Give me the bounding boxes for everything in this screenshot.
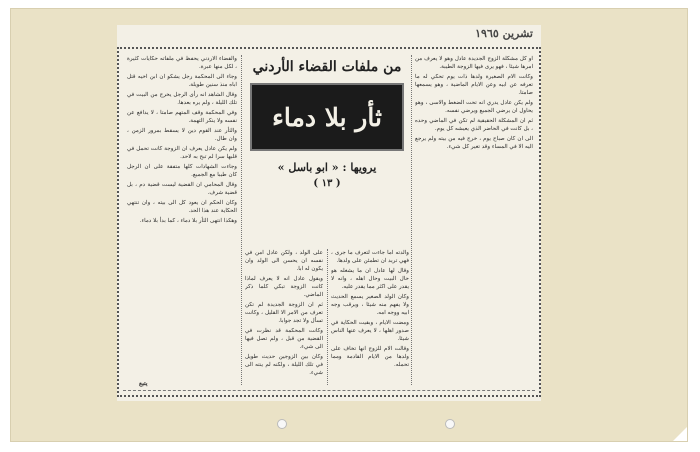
paragraph: وقالت الام للزوج انها تخاف على ولدها من الايام القادمة ومما تحمله. bbox=[331, 346, 409, 368]
paragraph: وقال الشاهد انه رأى الرجل يخرج من البيت في تلك الليلة ، ولم يره بعدها. bbox=[127, 92, 237, 106]
paragraph: وفي المحكمة وقف المتهم صامتا ، لا يدافع عن نفسه ولا ينكر التهمة. bbox=[127, 110, 237, 124]
torn-corner bbox=[673, 427, 687, 441]
paragraph: وجاءت الشهادات كلها متفقة على ان الرجل كان طيبا مع الجميع. bbox=[127, 164, 237, 178]
paragraph: على الولد ، ولكن عادل امن في نفسه ان يحسن الى الولد وان يكون له ابا. bbox=[245, 250, 323, 272]
article-column bbox=[127, 55, 237, 385]
paragraph: وكان الولد الصغير يسمع الحديث ولا يفهم منه شيئا ، ويرقب وجه ابيه ووجه امه. bbox=[331, 294, 409, 316]
title-block bbox=[245, 55, 409, 245]
paragraph: الى ان كان صباح يوم ، خرج فيه من بيته ولم يرجع اليه الا في المساء وقد تغير كل شيء. bbox=[415, 136, 533, 150]
column-rule bbox=[241, 55, 242, 385]
series-kicker: من ملفات القضاء الأردني bbox=[252, 59, 402, 75]
paragraph: ثم ان المشكلة الحقيقية لم تكن في الماضي وحده ، بل كانت في الحاضر الذي يعيشه كل يوم. bbox=[415, 118, 533, 132]
paragraph: ولم يكن عادل يعرف ان الزوجة كانت تحمل في قلبها سرا لم تبح به لاحد. bbox=[127, 146, 237, 160]
paragraph: ثم ان الزوجة الجديدة لم تكن تعرف من الامر الا القليل ، وكانت تسأل ولا تجد جوابا. bbox=[245, 302, 323, 324]
paragraph: ويقول عادل انه لا يعرف لماذا كانت الزوجة تبكي كلما ذكر الماضي. bbox=[245, 276, 323, 298]
paragraph: وجاء الى المحكمة رجل يشكو ان ابن اخيه قتل اباه منذ سنين طويلة. bbox=[127, 74, 237, 88]
paragraph: ومضت الايام ، وبقيت الحكاية في صدور اهلها ، لا يعرف عنها الناس شيئا. bbox=[331, 320, 409, 342]
clipping-header: تشرين ١٩٦٥ bbox=[475, 27, 533, 40]
paragraph: او كل مشكلة الزوج الجديدة عادل وهو لا يعرف من امرها شيئا ، فهو يرى فيها الزوجة الطيبة. bbox=[415, 56, 533, 70]
headline: ثأر بلا دماء bbox=[272, 102, 382, 132]
column-rule bbox=[327, 249, 328, 385]
paragraph: وهكذا انتهى الثأر بلا دماء ، كما بدأ بلا دماء. bbox=[139, 218, 237, 224]
bottom-rule bbox=[123, 390, 535, 391]
column-rule bbox=[411, 55, 412, 385]
byline: يرويها : « ابو باسل » bbox=[277, 161, 377, 174]
article-column bbox=[245, 249, 323, 385]
punch-hole bbox=[277, 419, 287, 429]
episode-number: ( ١٣ ) bbox=[313, 178, 341, 189]
punch-hole bbox=[445, 419, 455, 429]
archive-sheet bbox=[10, 8, 688, 442]
headline-box bbox=[250, 83, 404, 151]
continued-mark: يتبع bbox=[139, 380, 148, 387]
paragraph: وكانت الام الصغيرة ولدها ذات يوم تحكي له ما تعرفه عن ابيه وعن الايام الماضية ، وهو يسمعها صامتا. bbox=[415, 74, 533, 96]
article-column bbox=[331, 249, 409, 385]
article-column bbox=[415, 55, 533, 385]
paragraph: ولم يكن عادل يدري انه تحت الضغط والاسى ، وهو يحاول ان يرضي الجميع ويرضي نفسه. bbox=[415, 100, 533, 114]
newspaper-clipping bbox=[117, 25, 541, 401]
paragraph: وكانت المحكمة قد نظرت في القضية من قبل ، ولم تصل فيها الى شيء. bbox=[245, 328, 323, 350]
paragraph: وكان بين الزوجين حديث طويل في تلك الليلة ، ولكنه لم ينته الى شيء. bbox=[245, 354, 323, 376]
paragraph: والثأر عند القوم دين لا يسقط بمرور الزمن ، وان طال. bbox=[127, 128, 237, 142]
article-frame bbox=[117, 47, 541, 397]
paragraph: وقال المحامي ان القضية ليست قضية دم ، بل قضية شرف. bbox=[127, 182, 237, 196]
paragraph: وقال لها عادل ان ما يشغله هو حال البيت وحال اهله ، وانه لا يقدر على اكثر مما يقدر عليه. bbox=[331, 268, 409, 290]
paragraph: والقضاء الاردني يحفظ في ملفاته حكايات كثيرة ، لكل منها عبرة. bbox=[127, 56, 237, 70]
paragraph: وكان الحكم ان يعود كل الى بيته ، وان تنتهي الحكاية عند هذا الحد. bbox=[127, 200, 237, 214]
paragraph: والدته اما جاءت لتعرف ما جرى ، فهي تريد ان تطمئن على ولدها. bbox=[331, 250, 409, 264]
